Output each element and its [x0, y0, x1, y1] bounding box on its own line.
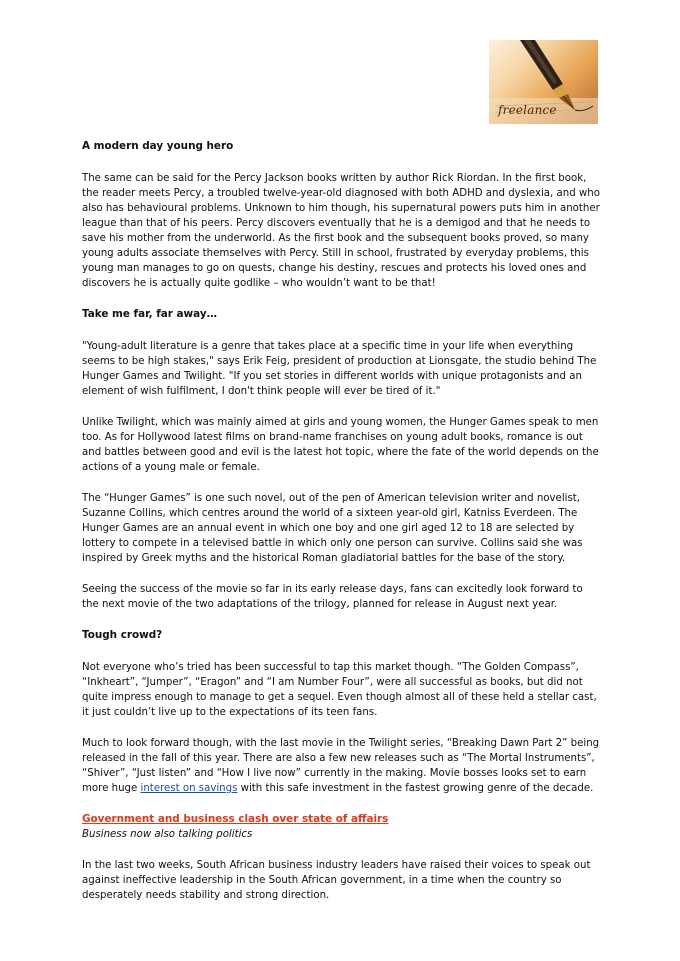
freelance-logo — [489, 40, 598, 124]
heading-young-hero: A modern day young hero — [82, 140, 234, 152]
heading-far-away: Take me far, far away… — [82, 308, 217, 320]
logo-text: freelance — [498, 103, 557, 117]
paragraph-erik-feig-quote: "Young-adult literature is a genre that takes place at a specific time in your life when everything seems to be high stakes," says Erik Feig, president of production at Lionsgate, the studio behind The Hunger Games and Twilight. "If you set stories in different worlds with unique protagonists and an element of wish fulfilment, I don't think people will ever be tired of it." — [82, 341, 597, 397]
paragraph-look-forward — [82, 736, 602, 796]
paragraph-twilight: Unlike Twilight, which was mainly aimed at girls and young women, the Hunger Games speak to men too. As for Hollywood latest films on brand-name franchises on young adult books, romance is out and battles between good and evil is the latest hot topic, where the fate of the world depends on the actions of a young male or female. — [82, 417, 599, 473]
paragraph-percy-jackson: The same can be said for the Percy Jackson books written by author Rick Riordan. In the first book, the reader meets Percy, a troubled twelve-year-old diagnosed with both ADHD and dyslexia, and who also has behavioural problems. Unknown to him though, his supernatural powers puts him in another league than that of his peers. Percy discovers eventually that he is a demigod and that he needs to save his mother from the underworld. As the first book and the subsequent books proved, so many young adults associate themselves with Percy. Still in school, frustrated by everyday problems, this young man manages to go on quests, change his destiny, rescues and protects his loved ones and discovers he is actually quite godlike – who wouldn’t want to be that! — [82, 173, 600, 289]
paragraph-business-leaders: In the last two weeks, South African business industry leaders have raised their voices to speak out against ineffective leadership in the South African government, in a time when the country so desperately needs stability and strong direction. — [82, 860, 591, 901]
subheading-business-politics: Business now also talking politics — [82, 829, 253, 840]
paragraph-hunger-games: The “Hunger Games” is one such novel, out of the pen of American television writer and novelist, Suzanne Collins, which centres around the world of a sixteen year-old girl, Katniss Everdeen. The Hunger Games are an annual event in which one boy and one girl aged 12 to 18 are selected by lottery to compete in a televised battle in which only one person can survive. Collins said she was inspired by Greek myths and the historical Roman gladiatorial battles for the base of the story. — [82, 493, 583, 564]
heading-government-business: Government and business clash over state of affairs — [82, 813, 389, 825]
paragraph-movie-success: Seeing the success of the movie so far in its early release days, fans can excitedly look forward to the next movie of the two adaptations of the trilogy, planned for release in August next year. — [82, 584, 583, 610]
paragraph-not-everyone: Not everyone who’s tried has been successful to tap this market though. “The Golden Compass”, “Inkheart”, “Jumper”, “Eragon” and “I am Number Four”, were all successful as books, but did not quite impress enough to manage to get a sequel. Even though almost all of these held a stellar cast, it just couldn’t live up to the expectations of its teen fans. — [82, 662, 597, 718]
paragraph-look-forward-start: Much to look forward though, with the last movie in the Twilight series, “Breaking Dawn Part 2” being released in the fall of this year. There are also a few new releases such as “The Mortal Instruments”, “Shiver”, “Just listen” and “How I live now” currently in the making. Movie bosses looks set to earn more huge — [82, 738, 600, 794]
article-body — [82, 139, 602, 919]
heading-tough-crowd: Tough crowd? — [82, 629, 163, 641]
interest-on-savings-link[interactable]: interest on savings — [140, 783, 238, 794]
paragraph-look-forward-end: with this safe investment in the fastest growing genre of the decade. — [237, 783, 594, 794]
